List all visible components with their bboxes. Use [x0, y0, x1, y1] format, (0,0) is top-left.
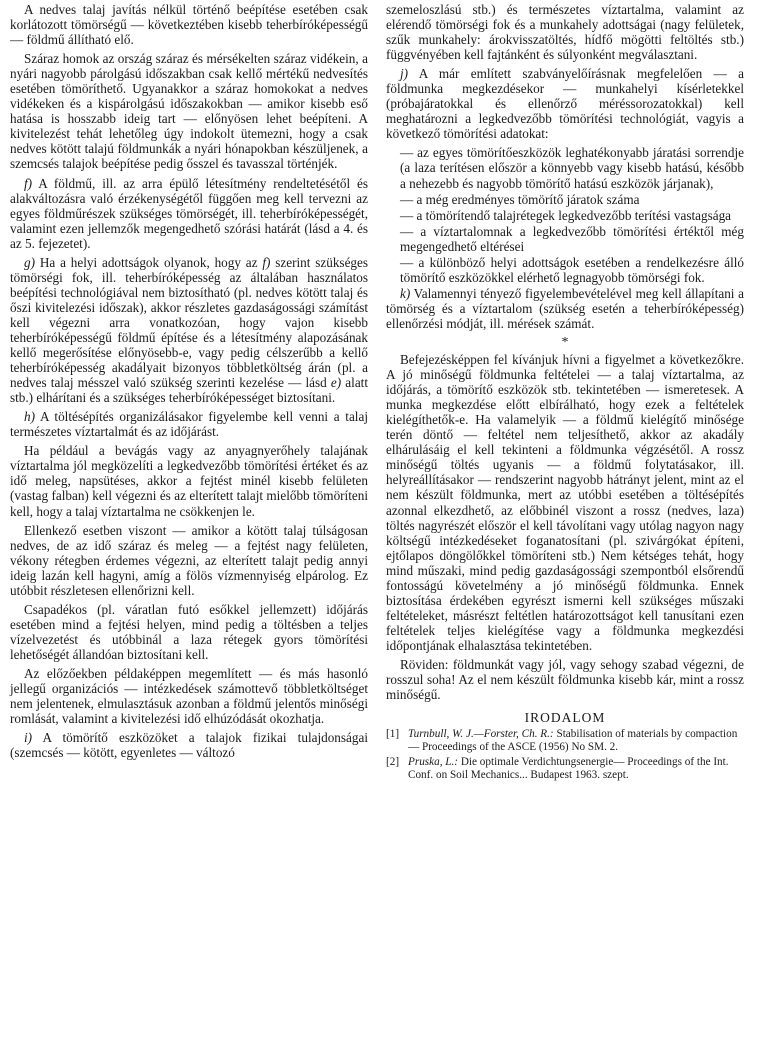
reference-body: [408, 756, 744, 781]
paragraph-text: A tömörítő eszközöket a talajok fizikai tulajdonságai (szemcsés — kötött, egyenletes — változó: [10, 730, 368, 761]
paragraph-text: A már említett szabványelőírásnak megfelelően — a földmunka megkezdésekor — munkahelyi kísérletekkel (próbajáratokkal és ellenőrző méréssorozatokkal) kell meghatározni a legkedvezőbb tömörítési technológiát, vagyis a következő tömörítési adatokat:: [386, 66, 744, 142]
paragraph-text: Valamennyi tényező figyelembevételével meg kell állapítani a tömörség és a víztartalom (szükség esetén a teherbíróképesség) ellenőrzési módját, ill. mérések számát.: [386, 285, 744, 331]
paragraph-h: [10, 409, 368, 439]
item-label: g): [24, 254, 35, 270]
list-item: — a különböző helyi adottságok esetében a rendelkezésre álló tömörítő eszközökkel elérhető legnagyobb tömörségi fok.: [400, 254, 744, 285]
item-reference: f): [262, 254, 271, 270]
reference-item: [386, 728, 744, 753]
list-item: — a tömörítendő talajrétegek legkedvezőbb terítési vastagsága: [400, 207, 732, 223]
paragraph-g: [10, 255, 368, 405]
paragraph: [386, 2, 744, 62]
paragraph-text: A földmű, ill. az arra épülő létesítmény rendeltetésétől és alakváltozásra való érzékenységétől függően meg kell tervezni az egyes földműrészek szükséges tömörségét, ill. teherbíróképességét, valamint ezen jellemzők megengedhető szórási határát (lásd a 4. és az 5. fejezetet).: [10, 175, 368, 251]
paragraph-text: A nedves talaj javítás nélkül történő beépítése esetében csak korlátozott tömörségű — következtében kisebb teherbíróképességű — földmű állítható elő.: [10, 2, 368, 48]
right-column: [386, 2, 744, 785]
list-item: — az egyes tömörítőeszközök leghatékonyabb járatási sorrendje (a laza terítésen először a könnyebb vagy kisebb hatású, később a nehezebb és nagyobb tömörítő hatású eszközök járjanak),: [400, 145, 744, 191]
paragraph-f: [10, 176, 368, 251]
reference-number: [1]: [386, 728, 400, 741]
item-label: j): [400, 66, 409, 82]
paragraph-text: Ha például a bevágás vagy az anyagnyerőhely talajának víztartalma jól megközelíti a legkedvezőbb tömörítési értéket és az idő meleg, napsütéses, akkor a fejtést minél kisebb felületen (vastag falban) kell végezni és az elterített talajt mielőbb tömöríteni kell, hogy a talaj víztartalma ne csökkenjen le.: [10, 443, 368, 519]
reference-authors: Pruska, L.:: [408, 756, 459, 769]
reference-text: Stabilisation of materials by compaction — Proceedings of the ASCE (1956) No SM. 2.: [408, 728, 738, 753]
paragraph-k: [386, 286, 744, 331]
paragraph: [10, 602, 368, 662]
reference-item: [386, 756, 744, 781]
reference-text: Die optimale Verdichtungsenergie— Proceedings of the Int. Conf. on Soil Mechanics... Budapest 1963. szept.: [408, 756, 729, 781]
paragraph-j: [386, 66, 744, 141]
item-label: f): [24, 175, 33, 191]
paragraph-i: [10, 730, 368, 760]
item-reference: e): [330, 375, 342, 391]
section-separator: *: [561, 334, 569, 350]
list-item: — a még eredményes tömörítő járatok száma: [400, 191, 640, 207]
reference-body: [408, 728, 744, 753]
item-label: k): [400, 285, 411, 301]
paragraph: [10, 666, 368, 726]
reference-authors: Turnbull, W. J.—Forster, Ch. R.:: [408, 728, 554, 741]
paragraph: [10, 51, 368, 171]
paragraph-text: Ha a helyi adottságok olyanok, hogy az: [35, 254, 263, 270]
paragraph: [386, 352, 744, 653]
list-item: — a víztartalomnak a legkedvezőbb tömörítési értéktől még megengedhető eltérései: [400, 223, 744, 254]
paragraph-text: A töltésépítés organizálásakor figyelembe kell venni a talaj természetes víztartalmát és az időjárást.: [10, 409, 368, 440]
paragraph-text: Röviden: földmunkát vagy jól, vagy sehogy szabad végezni, de rosszul soha! Az el nem készült földmunka kisebb kár, mint a rossz minőségű.: [386, 656, 744, 703]
paragraph-text: szerint szükséges tömörségi fok, ill. teherbíróképesség az általában használatos beépítési technológiával nem biztosítható (pl. nedves kötött talaj és őszi kivitelezési időszak), akkor részletes gazdaságossági számítást kell végezni arra vonatkozóan, hogy vajon kisebb teherbíróképességű földmű építése és a létesítmény alapozásának kellő megerősítése előnyösebb-e, vagy pedig célszerűbb a kellő teherbíróképesség akadályait bizonyos többletköltség árán (pl. a nedves talaj mésszel való szükség szerinti kezelése — lásd: [10, 254, 368, 391]
left-column: [10, 2, 368, 764]
paragraph: [386, 657, 744, 702]
paragraph-text: Ellenkező esetben viszont — amikor a kötött talaj túlságosan nedves, de az idő száraz és meleg — a fejtést nagy felületen, vékony rétegben érdemes végezni, az elterített talajt pedig annyi ideig lazán kell hagyni, amíg a fölös vízmennyiség elpárolog. Ez utóbbit részletesen ellenőrizni kell.: [10, 522, 368, 598]
paragraph-text: szemeloszlású stb.) és természetes víztartalma, valamint az elérendő tömörségi fok és a munkahely adottságai (nagy felületek, szűk munkahely: árokvisszatöltés, hídfő mögötti feltöltés stb.) függvényében kell fajtánként és súlyonként megválasztani.: [386, 2, 744, 63]
references-heading: IRODALOM: [524, 710, 606, 726]
item-label: i): [24, 730, 33, 746]
paragraph-text: alatt stb.) elhárítani és a szükséges teherbíróképességet biztosítani.: [10, 375, 369, 406]
paragraph-text: Csapadékos (pl. váratlan futó esőkkel jellemzett) időjárás esetében mind a fejtési helyen, mind pedig a töltésben a teljes vízelvezetést és utóbbinál a laza rétegek gyors tömörítési lehetőségét állandóan biztosítani kell.: [10, 601, 368, 662]
paragraph: [10, 2, 368, 47]
reference-number: [2]: [386, 756, 400, 769]
paragraph-text: Az előzőekben példaképpen megemlített — és más hasonló jellegű organizációs — intézkedések számottevő többletköltséget nem jelentenek, elmulasztásuk azonban a földmű jelentős minőségi romlását, valamint a kivitelezési idő elhúzódását okozhatja.: [10, 665, 368, 727]
paragraph-text: Befejezésképpen fel kívánjuk hívni a figyelmet a következőkre. A jó minőségű földmunka feltételei — a talaj víztartalma, az időjárás, a tömörítő eszközök stb. tekintetében — ismeretesek. A munka megkezdése előtt elbírálható, hogy ezek a feltételek kielégíthetők-e. Ha valamelyik — a földmű kielégítő minősége terén döntő — feltétel nem teljesíthető, akkor az akadály elhárulásáig el kell tekinteni a földmunka végzésétől. A rossz minőségű töltés ugyanis — a földmű folytatásakor, ill. helyreállításakor — rendszerint nagyobb hátrányt jelent, mint az el nem készült földmunka, mert az utóbbi esetében a töltésépítés azonnal elkezdhető, az előbbinél viszont a rossz (nedves, laza) töltés nagyrészét először el kell távolítani vagy utólag nagyon nagy költségű intézkedéseket foganatosítani (pl. szivárgókat építeni, ejtőlapos döngölőkkel tömöríteni stb.) Nem kétséges tehát, hogy mind műszaki, mind pedig gazdaságossági szempontból elsőrendű fontosságú követelmény a jó minőségű földmunka. Ennek biztosítása érdekében egyrészt ismerni kell szükséges műszaki feltételeket, másrészt feltétlen határozottságot kell tanusítani ezen feltételek teljes kielégítése vagy a földmunka megkezdési időpontjának elhalasztása tekintetében.: [386, 352, 744, 653]
item-label: h): [24, 409, 35, 425]
paragraph: [10, 443, 368, 518]
paragraph-text: Száraz homok az ország száraz és mérsékelten száraz vidékein, a nyári nagyobb párolgású időszakban csak kellő mértékű nedvesítés esetében tömöríthető. Ugyanakkor a száraz homokokat a nedves vidékeken és a kispárolgású időszakokban — amikor kisebb eső hatása is hosszabb ideig tart — előnyösen lehet beépíteni. A kivitelezést tehát lehetőleg úgy indokolt ütemezni, hogy a csak nedves kötött talajú földmunkák a nyári hónapokban készüljenek, a szemcsés talajok beépítése pedig ősszel és tavasszal történjék.: [10, 51, 368, 172]
paragraph: [10, 523, 368, 598]
